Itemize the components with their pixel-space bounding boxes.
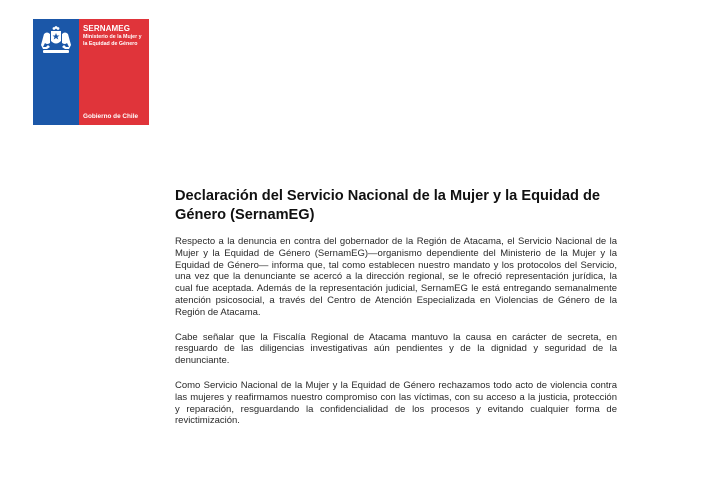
logo-government: Gobierno de Chile [83, 113, 139, 120]
chile-coat-of-arms-icon [38, 25, 74, 55]
sernameg-logo [33, 19, 149, 125]
paragraph: Como Servicio Nacional de la Mujer y la Equidad de Género rechazamos todo acto de violencia contra las mujeres y reafirmamos nuestro compromiso con las víctimas, con su acceso a la justicia, protección y reparación, resguardando la confidencialidad de los procesos y evitando cualquier forma de revictimización. [175, 379, 617, 427]
logo-name: SERNAMEG [83, 24, 131, 33]
logo-blue-panel [33, 19, 79, 125]
logo-red-panel [79, 19, 149, 125]
document-body [175, 236, 617, 440]
logo-subtitle: Ministerio de la Mujer y la Equidad de Género [83, 34, 142, 48]
document-title: Declaración del Servicio Nacional de la Mujer y la Equidad de Género (SernamEG) [175, 188, 600, 223]
paragraph: Cabe señalar que la Fiscalía Regional de Atacama mantuvo la causa en carácter de secreta, en resguardo de las diligencias investigativas aún pendientes y de la dignidad y seguridad de la denunciante. [175, 331, 617, 367]
paragraph: Respecto a la denuncia en contra del gobernador de la Región de Atacama, el Servicio Nacional de la Mujer y la Equidad de Género (SernamEG)—organismo dependiente del Ministerio de la Mujer y la Equidad de Género— informa que, tal como establecen nuestro mandato y los protocolos del Servicio, una vez que la denunciante se acercó a la dirección regional, se le ofreció representación jurídica, la cual fue aceptada. Además de la representación judicial, SernamEG le está entregando semanalmente atención psicosocial, a través del Centro de Atención Especializada en Violencias de Género de la Región de Atacama. [175, 236, 617, 318]
